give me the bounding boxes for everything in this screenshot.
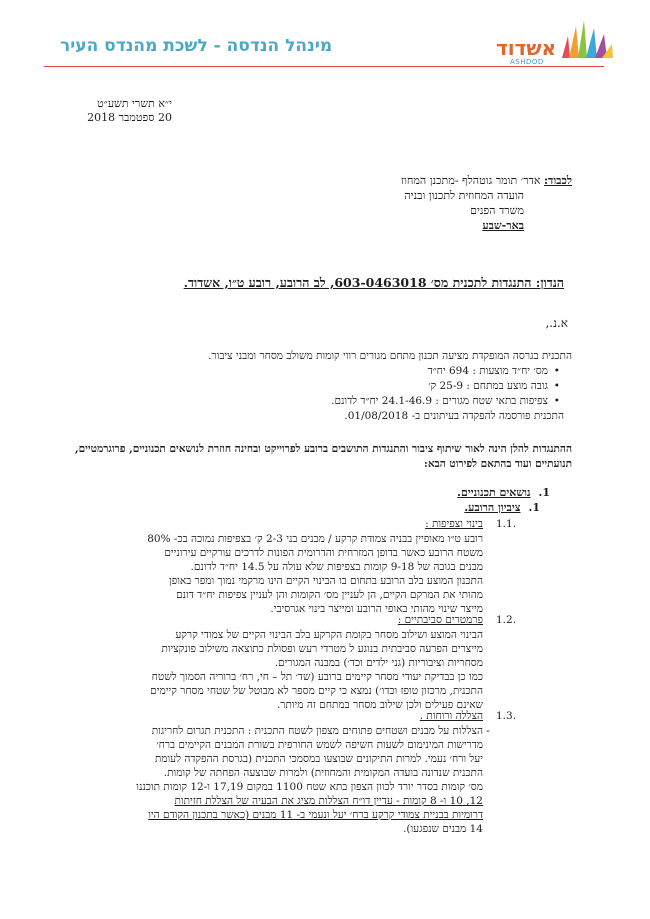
logo-subtext: ASHDOD (510, 58, 544, 66)
paragraph-heading: הצללה ורוחות . (419, 710, 483, 722)
paragraph-line: הצללות על מבנים ושטחים פתוחים מצפון לשטח התכנית : התכנית תגרום לחריגות (151, 725, 483, 737)
paragraph-body (83, 724, 483, 836)
intro-bullet: • צפיפות בתאי שטח מגורים : 24.1-46.9 יח״ד לדונם. (92, 394, 548, 409)
paragraph-number: 1.2. (496, 614, 517, 626)
paragraph-line: מייצר שינוי מהותי באופי הרובע ומייצר בינוי אגרסיבי. (270, 603, 483, 615)
list-dash: - (486, 724, 490, 737)
section-number: 1. (528, 501, 540, 514)
paragraph-number: 1.1. (496, 518, 517, 530)
department-title: מינהל הנדסה - לשכת מהנדס העיר (60, 36, 333, 56)
paragraph-line: כמו כן בבדיקת יעודי מסחר קיימים ברובע (שד׳ תל – חי, רח׳ ברוריה הסמוך לשטח (151, 671, 483, 683)
paragraph-line: מהותי את המרקם הקיים, הן לעניין מס׳ הקומות והן לעניין צפיפות יח״ד דונם (176, 589, 483, 601)
intro-published: התכנית פורסמה להפקדה בעיתונים ב- 01/08/2018. (344, 410, 564, 422)
paragraph-line: 12, 10 ו- 8 קומות - עדיין דו״ח הצללות מציג את הבעיה של הצללת חזיתות (174, 795, 483, 807)
paragraph-line: התכנית שנדונה בועדה המקומית והמחוזית) ולמרות שבוצעה הפחתה של קומות. (163, 767, 483, 779)
intro-lead: התכנית בגרסה המופקדת מציעה תכנון מתחם מגורים רווי קומות משולב מסחר ומבני ציבור. (208, 350, 572, 362)
section-title: נושאים תכנוניים. (457, 486, 531, 499)
paragraph-line: 14 מבנים שנפגעו). (403, 823, 483, 835)
paragraph-heading: בינוי וצפיפות : (425, 518, 483, 530)
paragraph-line: התכנית, מרכזון טופז וכדו׳) נמצא כי קיים מספר לא מבוטל של שטחי מסחר קיימים (150, 685, 483, 697)
declaration: ההתנגדות להלן הינה לאור שיתוף ציבור והתנגדות התושבים ברובע לפרוייקט ובחינה חוזרת לנושאים תכנוניים, פרוגרמטיים, תנועתיים ועוד בהתאם לפירוט הבא: (74, 443, 572, 470)
intro-bullet: • גובה מוצע במתחם : 25-9 ק׳ (92, 379, 548, 394)
date-block (87, 97, 172, 125)
date-gregorian: 20 ספטמבר 2018 (87, 111, 172, 124)
paragraph-line: מס׳ קומות בסדר יורד לכוון הצפון בתא שטח 1100 במקום 17,19 ו-12 קומות תוכננו (136, 781, 483, 793)
paragraph-body (83, 628, 483, 712)
paragraph-line: התכנון המוצע בלב הרובע בתחום בו הבינוי הקיים הינו מרקמי נמוך ומפר באופן (169, 575, 483, 587)
subject-line: הנדון: התנגדות לתכנית מס׳ 603-0463018, לב הרובע, רובע ט״ו, אשדוד. (183, 275, 564, 290)
intro-bullet: • מס׳ יח״ד מוצעות : 694 יח״ד (92, 364, 548, 379)
paragraph-line: משטח הרובע כאשר בדופן המזרחית והדרומית הפונות לדרכים עורקיים עירוניים (164, 547, 483, 559)
paragraph-body (83, 532, 483, 616)
paragraph-line: רובע ט״ו מאופיין בבניה צמודת קרקע / מבנים בני 2-3 ק׳ בצפיפות נמוכה בכ- 80% (147, 533, 483, 545)
address-line-3: משרד הפנים (470, 204, 524, 217)
section-1-1-heading (464, 501, 540, 514)
header-divider (44, 66, 604, 67)
intro-block (92, 349, 572, 424)
paragraph-line: שאינם פעילים ולכן שילוב מסחר במתחם זה מיותר. (276, 699, 483, 711)
paragraph-line: מבנים בגובה של 9-18 קומות בצפיפות שלא עולה על 14.5 יח״ד לדונם. (190, 561, 483, 573)
recipient-address (401, 173, 572, 233)
paragraph-line: יעל ורח׳ נעמי. למרות התיקונים שבוצעו במסמכי התכנית (בגרסת ההפקדה לעומת (154, 753, 483, 765)
paragraph-number: 1.3. (496, 710, 517, 722)
logo-text: אשדוד (496, 36, 557, 60)
section-1-heading (457, 486, 550, 499)
section-number: 1. (538, 486, 550, 499)
ashdod-logo (496, 18, 614, 64)
address-line-4: באר-שבע (482, 219, 524, 232)
address-line-2: הועדה המחוזית לתכנון ובניה (404, 189, 524, 202)
paragraph-line: מייצרים הפרעה סביבתית בנוגע ל מטרדי רעש ופסולת כתוצאה משילוב פונקציות (161, 643, 483, 655)
paragraph-line: מסחריות וציבוריות (גני ילדים וכד׳) במבנה המגורים. (274, 657, 483, 669)
address-line-1: אדר׳ תומר גוטהלף -מתכנן המחוז (401, 174, 541, 187)
section-title: ציביון הרובע. (464, 501, 521, 514)
intro-bullet-list (92, 364, 572, 409)
address-label: לכבוד: (544, 174, 572, 187)
paragraph-line: הבינוי המוצע ושילוב מסחר בקומת הקרקע בלב הבינוי הקיים של צמודי קרקע (175, 629, 483, 641)
paragraph-heading: פרמטרים סביבתיים : (397, 614, 483, 626)
paragraph-line: מדרישות המינימום לשעות חשיפה לשמש החורפית בשורת המבנים הקיימים ברח׳ (156, 739, 483, 751)
paragraph-line: דרומיות בבניית צמודי קרקע ברח׳ יעל ונעמי ב- 11 מבנים (כאשר בתכנון הקודם היו (148, 809, 483, 821)
date-hebrew: י״א תשרי תשע״ט (97, 97, 172, 110)
greeting: א.נ., (545, 316, 568, 330)
